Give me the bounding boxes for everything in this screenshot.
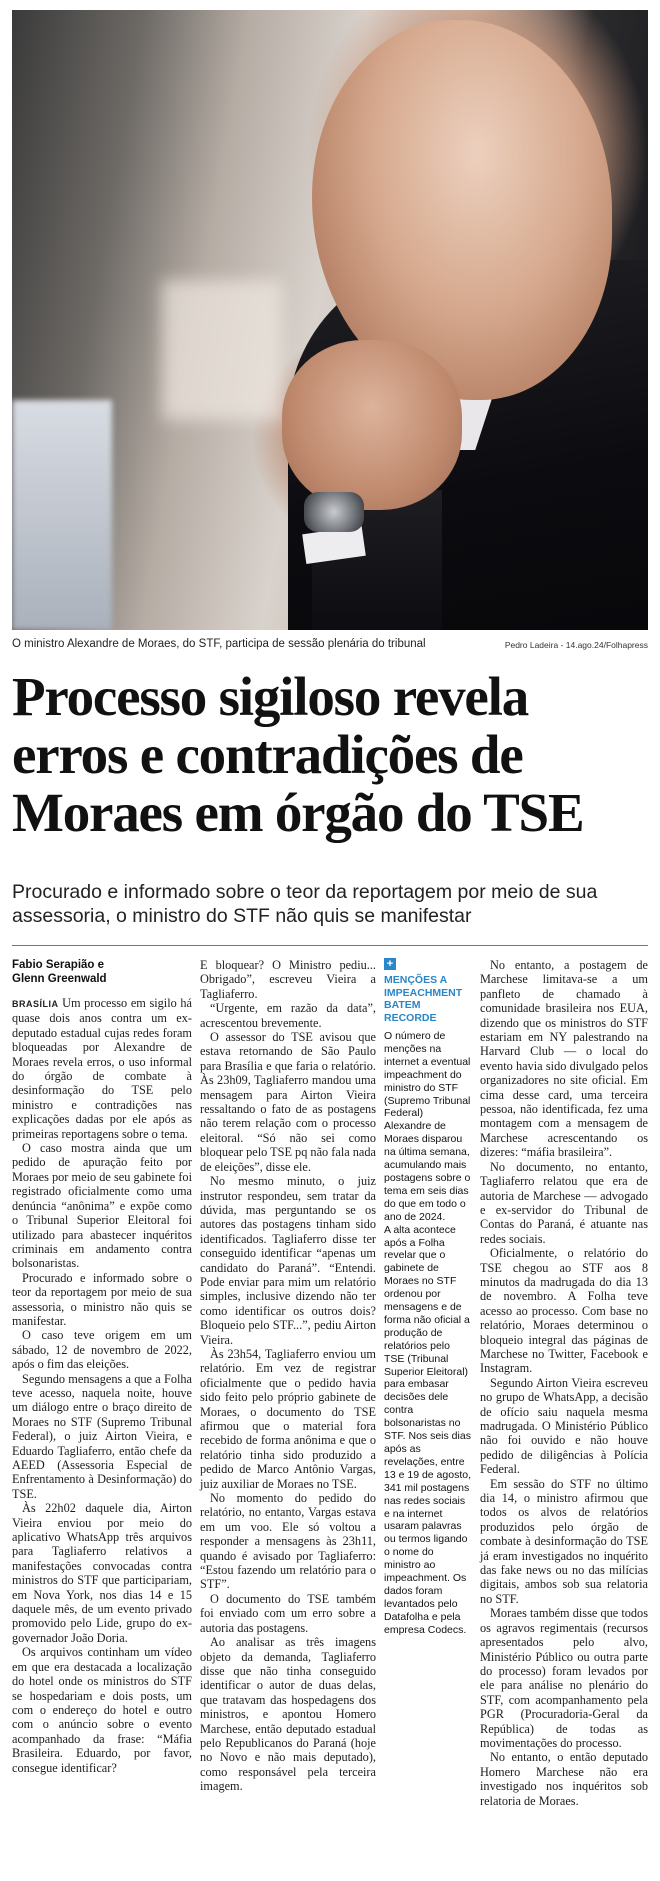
paragraph: Os arquivos continham um vídeo em que era destacada a localização do hotel onde os ministros do STF se hospedariam e dois posts, um com o endereço do hotel e outro com o anúncio sobre o evento acompanhado da frase: “Máfia Brasileira. Eduardo, por favor, consegue identificar? (12, 1645, 192, 1775)
paragraph: Segundo Airton Vieira escreveu no grupo de WhatsApp, a decisão de ofício saiu naquela mesma madrugada. O Ministério Público não foi ouvido e não houve pedido de diligências à Polícia Federal. (480, 1375, 648, 1477)
paragraph: O assessor do TSE avisou que estava retornando de São Paulo para Brasília e que faria o relatório. Às 23h09, Tagliaferro mandou uma mensagem para Airton Vieira ressaltando o fato de as postagens não terem relação com o processo eleitoral. “Só não sei como bloquear pelo TSE pq não fala nada de eleições”, disse ele. (200, 1030, 376, 1174)
headline-line-1: Processo sigiloso revela (12, 666, 529, 727)
paragraph: Oficialmente, o relatório do TSE chegou ao STF aos 8 minutos da madrugada do dia 13 de novembro. A Folha teve acesso ao processo. Com base no relatório, Moraes determinou o bloqueio integral das páginas de Marchese no Twitter, Facebook e Instagram. (480, 1246, 648, 1376)
paragraph: O caso mostra ainda que um pedido de apuração feito por Moraes por meio de seu gabinete foi registrado oficialmente como uma denúncia “anônima” e expõe como o Tribunal Superior Eleitoral foi utilizado para abastecer inquéritos criminais em andamento contra bolsonaristas. (12, 1141, 192, 1271)
sidebar-paragraph: O número de menções na internet a eventual impeachment do ministro do STF (Supremo Tribunal Federal) Alexandre de Moraes disparou na última semana, acumulando mais postagens sobre o tema em seis dias do que em todo o ano de 2024. (384, 1030, 471, 1223)
paragraph: Em sessão do STF no último dia 14, o ministro afirmou que todos os alvos de relatórios produzidos pelo órgão de combate à desinformação do TSE já eram investigados no inquérito das fake news ou no das milícias digitais, ambos sob sua relatoria no STF. (480, 1476, 648, 1606)
headline (12, 668, 648, 842)
paragraph: Ao analisar as três imagens objeto da demanda, Tagliaferro disse que não tinha conseguido identificar o autor de duas delas, que tratavam das hospedagens dos ministros, e apontou Homero Marchese, então deputado estadual pelo Republicanos do Paraná (hoje no Novo e não mais deputado), como responsável pela terceira imagem. (200, 1635, 376, 1794)
wristwatch (304, 492, 364, 532)
plus-icon: + (384, 958, 396, 970)
paragraph: Às 22h02 daquele dia, Airton Vieira enviou por meio do aplicativo WhatsApp três arquivos para Tagliaferro relativos a manifestações convocadas contra ministros do STF que participariam, em Nova York, nos dias 14 e 15 daquele mês, de um evento privado promovido pelo Lide, grupo do ex-governador João Doria. (12, 1501, 192, 1645)
sidebar-box (384, 958, 472, 1637)
author-2: Glenn Greenwald (12, 973, 107, 985)
dateline: BRASÍLIA (12, 999, 59, 1009)
paragraph: Procurado e informado sobre o teor da reportagem por meio de sua assessoria, o ministro não quis se manifestar. (12, 1270, 192, 1328)
byline (12, 958, 192, 986)
paragraph: O caso teve origem em um sábado, 12 de novembro de 2022, após o fim das eleições. (12, 1328, 192, 1372)
subheadline: Procurado e informado sobre o teor da reportagem por meio de sua assessoria, o ministro do STF não quis se manifestar (12, 881, 598, 927)
article-column-2 (200, 958, 376, 1794)
paragraph: No entanto, a postagem de Marchese limitava-se a um panfleto de chamado à comunidade brasileira nos EUA, dizendo que os ministros do STF estariam em NY palestrando na Harvard Club — o local do evento havia sido divulgado pelos organizadores no site oficial. Em cima desse card, uma terceira pessoa, não identificada, fez uma montagem com a mensagem de Marchese acrescentando os dizeres: “máfia brasileira”. (480, 958, 648, 1160)
photo-credit: Pedro Ladeira - 14.ago.24/Folhapress (504, 640, 648, 650)
photo-caption-row (12, 636, 648, 656)
sidebar-title: MENÇÕES A IMPEACHMENT BATEM RECORDE (384, 974, 463, 1024)
paragraph: Segundo mensagens a que a Folha teve acesso, naquela noite, houve um diálogo entre o braço direito de Moraes no STF (Supremo Tribunal Federal), o juiz Airton Vieira, e Eduardo Tagliaferro, então chefe da AEED (Assessoria Especial de Enfrentamento à Desinformação) do TSE. (12, 1371, 192, 1501)
paragraph: BRASÍLIA Um processo em sigilo há quase dois anos contra um ex-deputado estadual cujas redes foram bloqueadas por Alexandre de Moraes revela erros, o uso informal do órgão de combate à desinformação do TSE pelo ministro e contradições nas explicações dadas por ele após as primeiras reportagens sobre o tema. (12, 996, 193, 1141)
divider (12, 945, 648, 946)
article-column-1 (12, 958, 192, 1775)
author-1: Fabio Serapião e (12, 959, 105, 971)
paragraph: Às 23h54, Tagliaferro enviou um relatório. Em vez de registrar oficialmente que o pedido havia sido feito pelo próprio gabinete de Moraes, o documento do TSE afirmou que o material fora recebido de forma anônima e que o relatório tinha sido produzido a pedido de Marco Antônio Vargas, juiz auxiliar de Moraes no TSE. (200, 1346, 376, 1491)
sidebar-paragraph: A alta acontece após a Folha revelar que o gabinete de Moraes no STF ordenou por mensagens e de forma não oficial a produção de relatórios pelo TSE (Tribunal Superior Eleitoral) para embasar decisões dele contra bolsonaristas no STF. Nos seis dias após as revelações, entre 13 e 19 de agosto, 341 mil postagens nas redes sociais e na internet usaram palavras ou termos ligando o nome do ministro ao impeachment. Os dados foram levantados pelo Datafolha e pela empresa Codecs. (384, 1223, 471, 1636)
paragraph: No momento do pedido do relatório, no entanto, Vargas estava em um voo. Ele só voltou a responder a mensagens às 23h11, quando é avisado por Tagliaferro: “Estou fazendo um relatório para o STF”. (200, 1491, 376, 1592)
paragraph: No entanto, o então deputado Homero Marchese não era investigado nos inquéritos sob relatoria de Moraes. (480, 1750, 648, 1808)
paragraph: No mesmo minuto, o juiz instrutor respondeu, sem tratar da dúvida, mas perguntando se os autores das postagens tinham sido identificados. Tagliaferro disse ter conseguido identificar “apenas um candidato do Paraná”. “Entendi. Pode enviar para mim um relatório simples, inclusive dizendo não ter como identificar os outros dois? Bloqueio pelo STF...”, pediu Airton Vieira. (200, 1174, 376, 1347)
paragraph: O documento do TSE também foi enviado com um erro sobre a autoria das postagens. (200, 1591, 376, 1635)
headline-line-3: Moraes em órgão do TSE (12, 782, 584, 843)
article-column-4 (480, 958, 648, 1808)
headline-line-2: erros e contradições de (12, 724, 523, 785)
paragraph: Moraes também disse que todos os agravos regimentais (recursos apresentados pelo alvo, Ministério Público ou outra parte do processo) foram levados por ele para análise no plenário do STF, com acompanhamento pela PGR (Procuradoria-Geral da República) de todas as movimentações do processo. (480, 1606, 648, 1750)
paragraph: No documento, no entanto, Tagliaferro relatou que era de autoria de Marchese — advogado e ex-servidor do Tribunal de Contas do Paraná, é atuante nas redes sociais. (480, 1159, 648, 1246)
news-photo (12, 10, 648, 630)
paragraph: E bloquear? O Ministro pediu... Obrigado”, escreveu Vieira a Tagliaferro. (200, 958, 376, 1001)
photo-caption: O ministro Alexandre de Moraes, do STF, participa de sessão plenária do tribunal (12, 638, 426, 650)
paragraph: “Urgente, em razão da data”, acrescentou brevemente. (200, 1001, 376, 1030)
